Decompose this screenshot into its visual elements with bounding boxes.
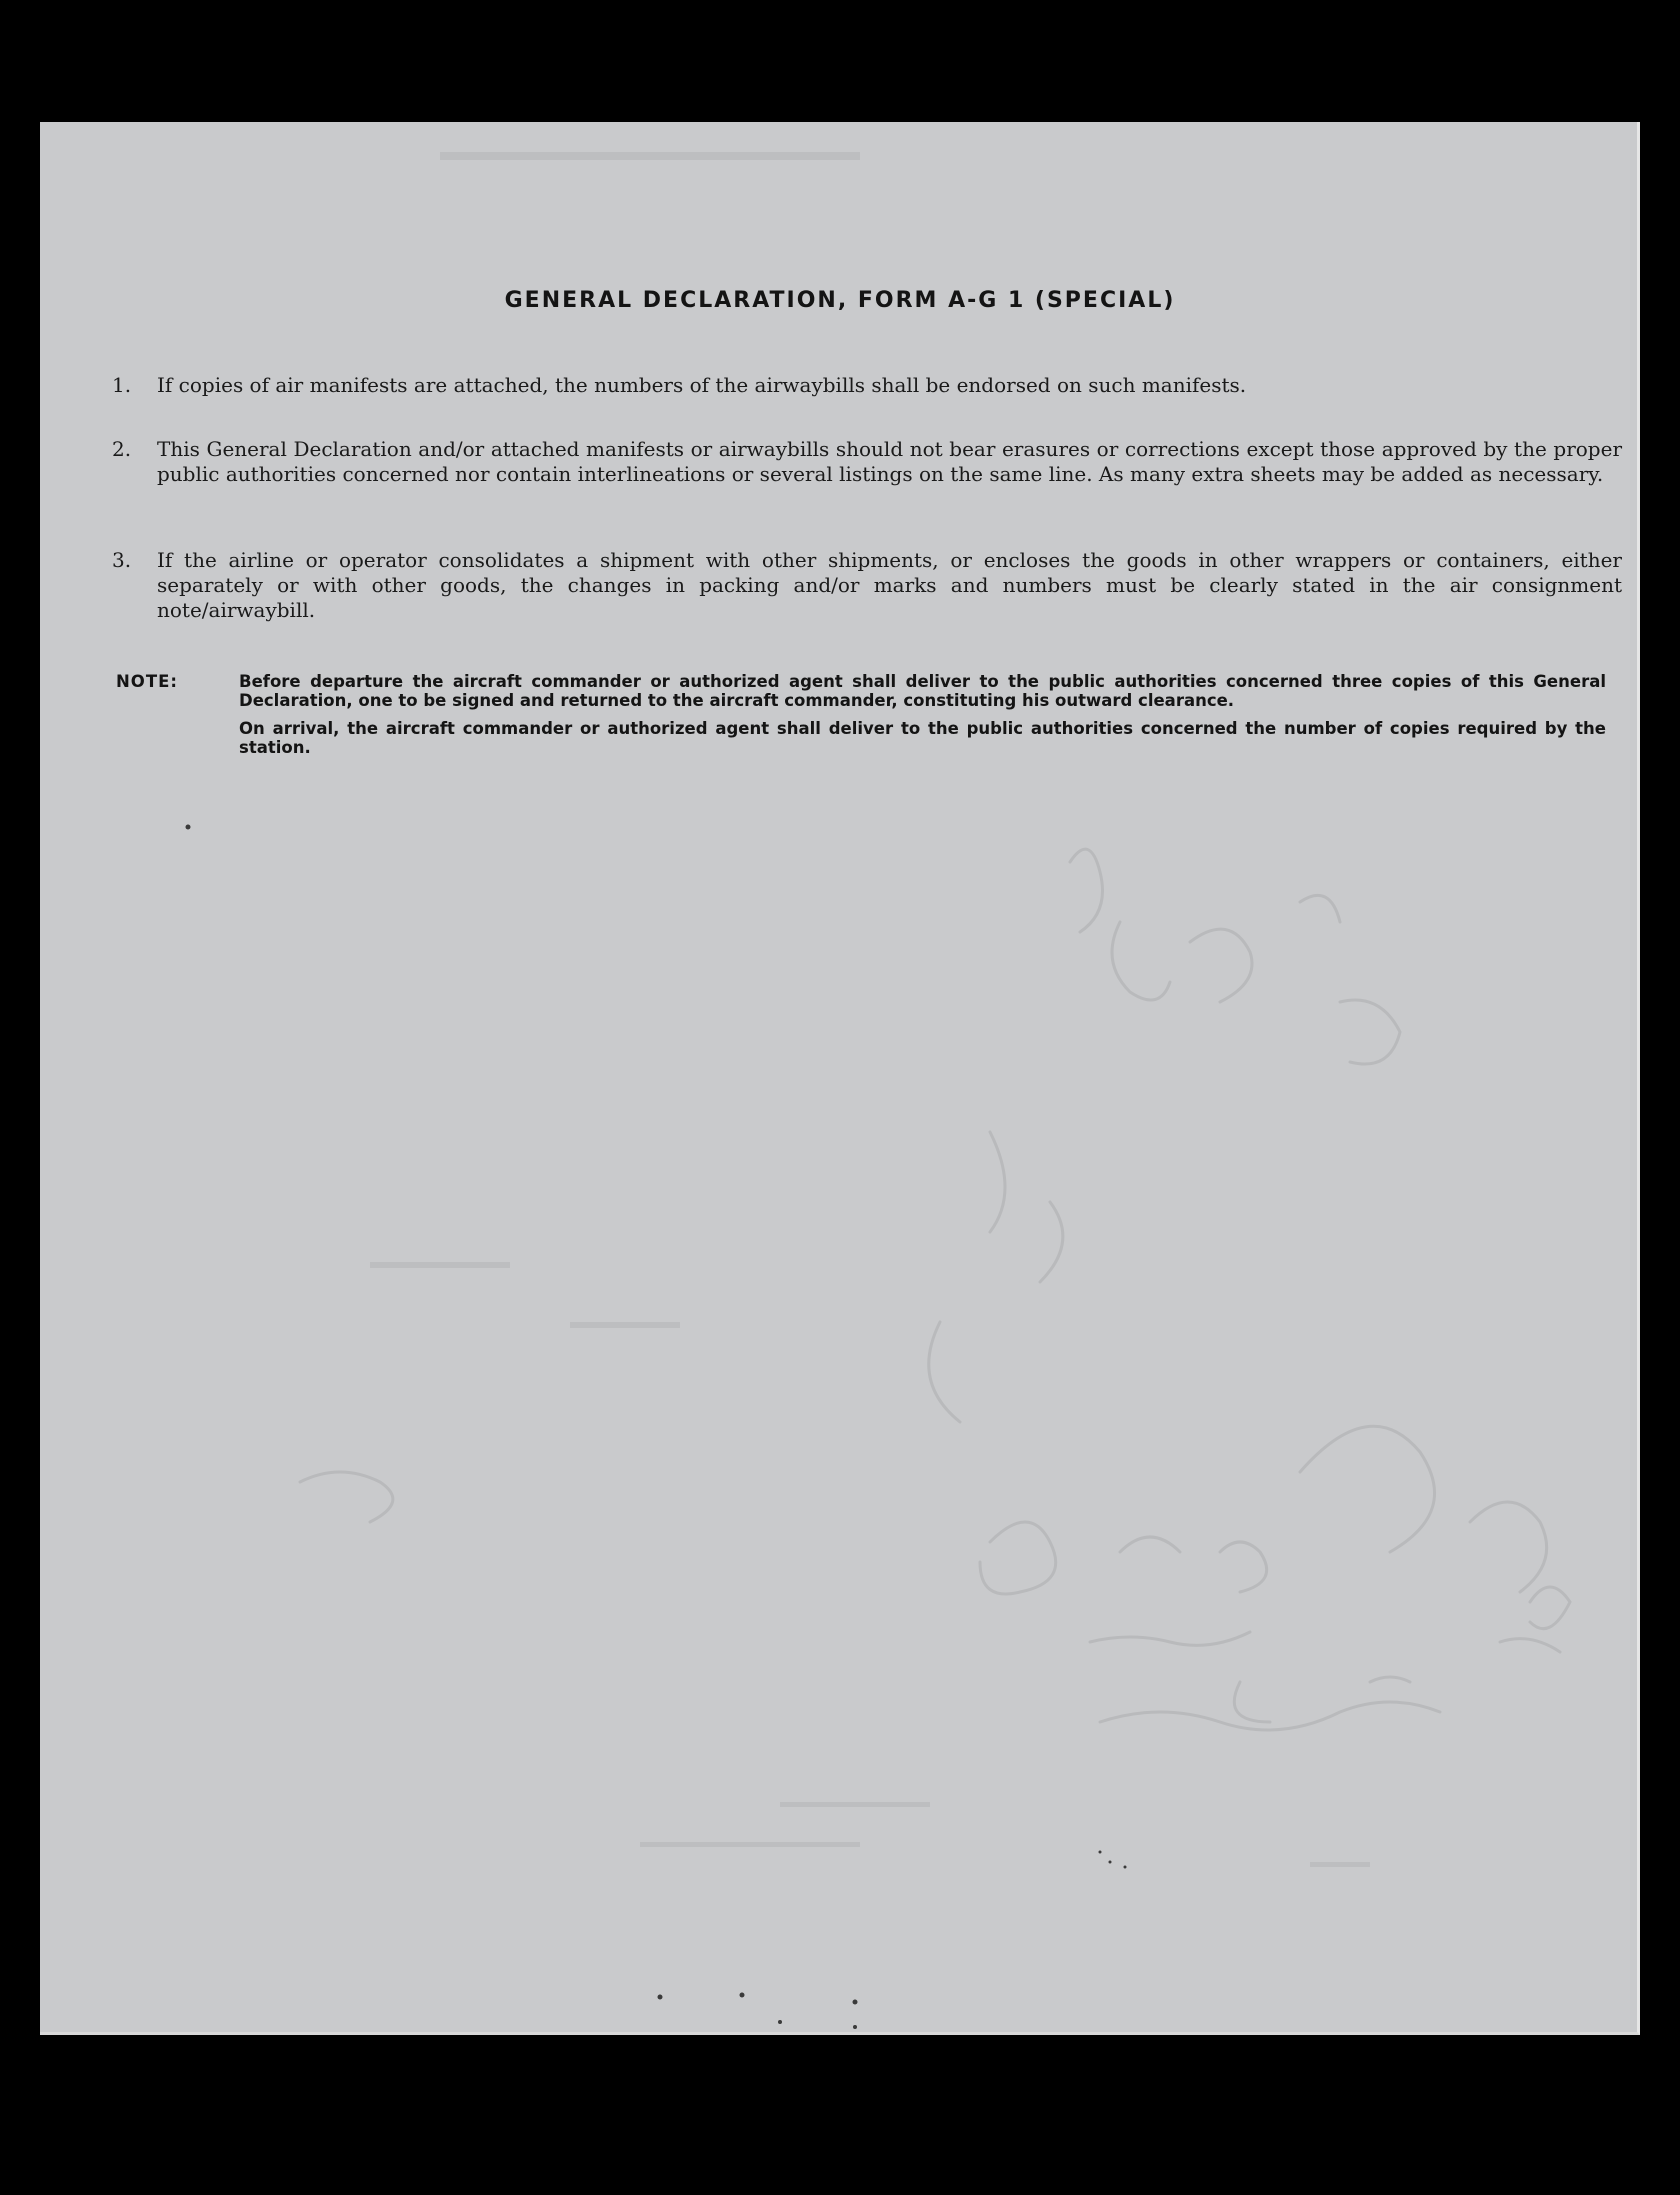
paper-sheet — [40, 122, 1640, 2035]
instruction-item — [112, 548, 1622, 623]
bleed-through-marks — [40, 122, 1640, 2035]
note-paragraph: Before departure the aircraft commander or authorized agent shall deliver to the public authorities concerned three copies of this General Declaration, one to be signed and returned to the aircraft commander, constituting his outward clearance. — [239, 672, 1606, 710]
form-title: GENERAL DECLARATION, FORM A-G 1 (SPECIAL) — [504, 288, 1176, 313]
instruction-item — [112, 373, 1622, 398]
item-number: 1. — [112, 373, 132, 397]
item-text: If copies of air manifests are attached, the numbers of the airwaybills shall be endorsed on such manifests. — [157, 373, 1247, 397]
note-label: NOTE: — [116, 672, 178, 691]
item-number: 2. — [112, 437, 132, 461]
note-paragraph: On arrival, the aircraft commander or authorized agent shall deliver to the public authorities concerned the number of copies required by the station. — [239, 719, 1606, 757]
note-block — [116, 672, 1606, 757]
item-text: This General Declaration and/or attached manifests or airwaybills should not bear erasures or corrections except those approved by the proper public authorities concerned nor contain interlineations or several listings on the same line. As many extra sheets may be added as necessary. — [157, 437, 1622, 486]
item-number: 3. — [112, 548, 132, 572]
instruction-item — [112, 437, 1622, 487]
item-text: If the airline or operator consolidates a shipment with other shipments, or encloses the goods in other wrappers or containers, either separately or with other goods, the changes in packing and/or marks and numbers must be clearly stated in the air consignment note/airwaybill. — [157, 548, 1622, 622]
